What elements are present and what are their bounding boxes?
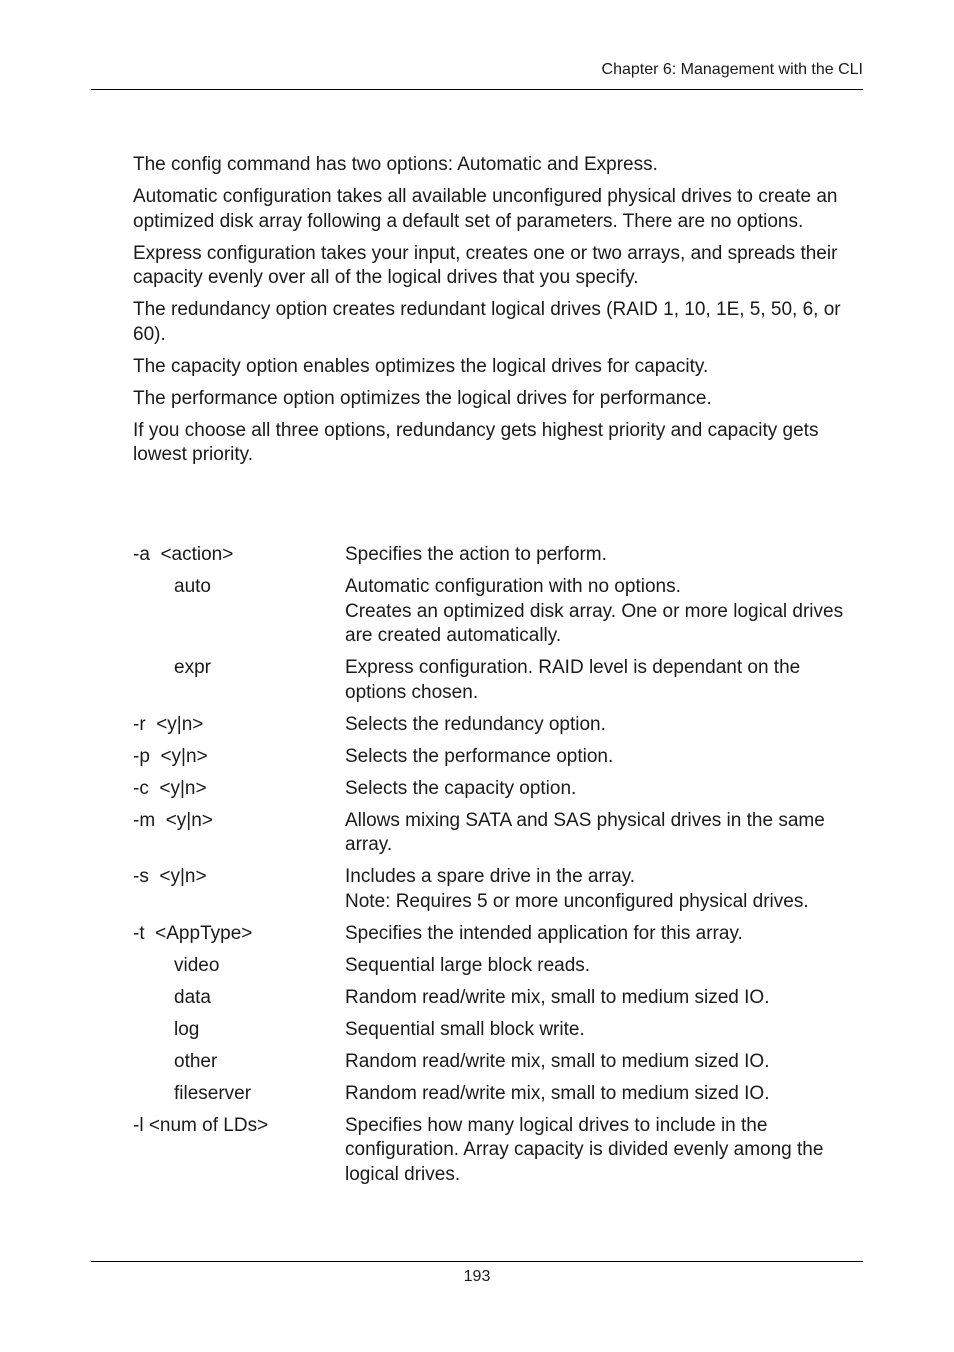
description-line: Express configuration. RAID level is dependant on the options chosen. — [345, 657, 801, 703]
option-description — [345, 656, 863, 705]
option-flag: -a <action> — [133, 544, 234, 565]
option-description — [345, 865, 863, 914]
description-line: Random read/write mix, small to medium sized IO. — [345, 1082, 770, 1104]
option-value: expr — [174, 657, 211, 678]
option-description — [345, 922, 863, 947]
option-value: fileserver — [174, 1082, 252, 1104]
option-row — [133, 1050, 863, 1075]
intro-paragraph: Express configuration takes your input, creates one or two arrays, and spreads their capacity evenly over all of the logical drives that you specify. — [133, 242, 838, 288]
option-row — [133, 986, 863, 1011]
intro-paragraph: The capacity option enables optimizes the logical drives for capacity. — [133, 355, 709, 377]
option-row — [133, 713, 863, 738]
option-flag: -l <num of LDs> — [133, 1114, 269, 1136]
description-line: Random read/write mix, small to medium sized IO. — [345, 1050, 770, 1072]
option-description — [345, 713, 863, 738]
option-row — [133, 543, 863, 568]
option-value: auto — [174, 576, 211, 597]
option-description — [345, 986, 863, 1011]
option-description — [345, 809, 863, 858]
description-line: Sequential large block reads. — [345, 954, 591, 976]
footer-rule — [91, 1261, 863, 1262]
option-flag: -c <y|n> — [133, 777, 207, 799]
option-row — [133, 1114, 863, 1188]
description-line: Specifies the intended application for this array. — [345, 922, 743, 944]
option-row — [133, 865, 863, 914]
page-number: 193 — [463, 1268, 491, 1285]
option-flag: -t <AppType> — [133, 922, 253, 944]
option-description — [345, 1050, 863, 1075]
description-line: Sequential small block write. — [345, 1018, 585, 1040]
option-description — [345, 1082, 863, 1107]
option-row — [133, 922, 863, 947]
option-row — [133, 575, 863, 649]
description-line: Allows mixing SATA and SAS physical drives in the same array. — [345, 809, 825, 855]
option-value: data — [174, 986, 211, 1008]
description-line: Selects the performance option. — [345, 745, 614, 767]
option-description — [345, 1114, 863, 1188]
option-value: video — [174, 954, 220, 976]
option-description — [345, 575, 863, 649]
option-description — [345, 954, 863, 979]
description-line: Creates an optimized disk array. One or more logical drives are created automatically. — [345, 600, 844, 646]
option-row — [133, 809, 863, 858]
option-description — [345, 543, 863, 568]
description-line: Random read/write mix, small to medium sized IO. — [345, 986, 770, 1008]
option-row — [133, 777, 863, 802]
description-line: Includes a spare drive in the array. — [345, 866, 636, 887]
description-line: Automatic configuration with no options. — [345, 576, 681, 597]
intro-paragraph: Automatic configuration takes all available unconfigured physical drives to create an optimized disk array following a default set of parameters. There are no options. — [133, 186, 838, 232]
option-flag: -r <y|n> — [133, 713, 204, 735]
option-row — [133, 1082, 863, 1107]
option-flag: -m <y|n> — [133, 809, 213, 831]
option-description — [345, 777, 863, 802]
option-flag: -p <y|n> — [133, 745, 208, 767]
options-table — [133, 543, 863, 1195]
intro-paragraph: If you choose all three options, redundancy gets highest priority and capacity gets lowest priority. — [133, 419, 819, 465]
option-value: log — [174, 1018, 200, 1040]
option-flag: -s <y|n> — [133, 866, 207, 887]
option-value: other — [174, 1050, 218, 1072]
intro-paragraph: The performance option optimizes the logical drives for performance. — [133, 387, 712, 409]
option-description — [345, 1018, 863, 1043]
option-description — [345, 745, 863, 770]
option-row — [133, 954, 863, 979]
description-line: Note: Requires 5 or more unconfigured physical drives. — [345, 890, 809, 912]
running-header: Chapter 6: Management with the CLI — [601, 61, 863, 78]
description-line: Specifies how many logical drives to include in the configuration. Array capacity is divided evenly among the logical drives. — [345, 1114, 824, 1185]
description-line: Specifies the action to perform. — [345, 544, 607, 565]
description-line: Selects the redundancy option. — [345, 713, 606, 735]
option-row — [133, 1018, 863, 1043]
intro-section — [133, 153, 863, 475]
intro-paragraph: The config command has two options: Automatic and Express. — [133, 154, 658, 175]
intro-paragraph: The redundancy option creates redundant logical drives (RAID 1, 10, 1E, 5, 50, 6, or 60). — [133, 299, 841, 345]
option-row — [133, 656, 863, 705]
option-row — [133, 745, 863, 770]
header-rule — [91, 89, 863, 90]
description-line: Selects the capacity option. — [345, 777, 577, 799]
